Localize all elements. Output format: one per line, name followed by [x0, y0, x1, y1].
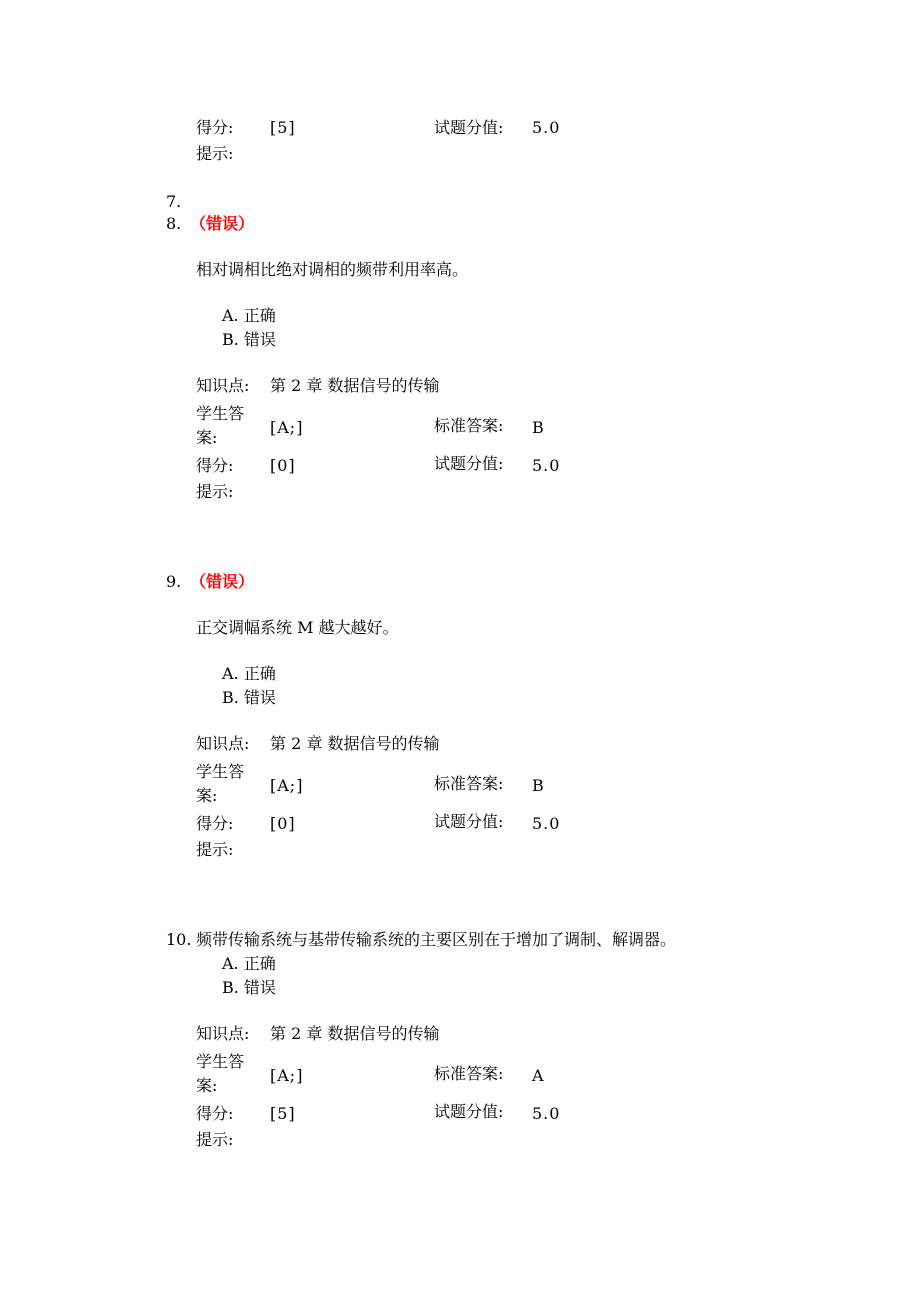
score-value: [0] — [270, 814, 296, 833]
student-answer-label-line1: 学生答 — [196, 762, 245, 781]
standard-answer-label: 标准答案: — [434, 416, 504, 435]
points-value: 5.0 — [532, 814, 561, 833]
hint-label: 提示: — [196, 1130, 234, 1149]
knowledge-label: 知识点: — [196, 1024, 250, 1043]
standard-answer-value: B — [532, 418, 544, 437]
hint-label: 提示: — [196, 144, 234, 163]
standard-answer-label: 标准答案: — [434, 774, 504, 793]
score-label: 得分: — [196, 814, 234, 833]
student-answer-label-line1: 学生答 — [196, 1052, 245, 1071]
hint-label: 提示: — [196, 482, 234, 501]
student-answer-value: [A;] — [270, 418, 304, 437]
question-8-number: 8. — [166, 214, 182, 233]
points-label: 试题分值: — [434, 1102, 504, 1121]
question-10-number: 10. — [166, 930, 192, 949]
score-label: 得分: — [196, 456, 234, 475]
question-9-number: 9. — [166, 572, 182, 591]
knowledge-value: 第 2 章 数据信号的传输 — [270, 376, 440, 395]
points-value: 5.0 — [532, 1104, 561, 1123]
points-label: 试题分值: — [434, 454, 504, 473]
question-9-option-a[interactable]: A. 正确 — [222, 664, 276, 683]
question-9-option-b[interactable]: B. 错误 — [222, 688, 276, 707]
question-10-text: 频带传输系统与基带传输系统的主要区别在于增加了调制、解调器。 — [196, 930, 677, 949]
hint-label: 提示: — [196, 840, 234, 859]
student-answer-label-line1: 学生答 — [196, 404, 245, 423]
knowledge-value: 第 2 章 数据信号的传输 — [270, 734, 440, 753]
points-label: 试题分值: — [434, 812, 504, 831]
student-answer-label-line2: 案: — [196, 1076, 218, 1095]
points-value: 5.0 — [532, 456, 561, 475]
score-value: [0] — [270, 456, 296, 475]
student-answer-value: [A;] — [270, 1066, 304, 1085]
knowledge-label: 知识点: — [196, 734, 250, 753]
knowledge-label: 知识点: — [196, 376, 250, 395]
student-answer-value: [A;] — [270, 776, 304, 795]
student-answer-label-line2: 案: — [196, 428, 218, 447]
question-10-option-b[interactable]: B. 错误 — [222, 978, 276, 997]
question-8-option-a[interactable]: A. 正确 — [222, 306, 276, 325]
question-8-status: （错误） — [190, 214, 255, 233]
question-8-option-b[interactable]: B. 错误 — [222, 330, 276, 349]
score-label: 得分: — [196, 1104, 234, 1123]
question-7-number: 7. — [166, 192, 182, 211]
question-9-status: （错误） — [190, 572, 255, 591]
points-value: 5.0 — [532, 118, 561, 137]
knowledge-value: 第 2 章 数据信号的传输 — [270, 1024, 440, 1043]
student-answer-label-line2: 案: — [196, 786, 218, 805]
standard-answer-value: A — [532, 1066, 544, 1085]
score-value: [5] — [270, 118, 296, 137]
question-8-text: 相对调相比绝对调相的频带利用率高。 — [196, 260, 469, 279]
standard-answer-value: B — [532, 776, 544, 795]
question-10-option-a[interactable]: A. 正确 — [222, 954, 276, 973]
score-label: 得分: — [196, 118, 234, 137]
question-9-text: 正交调幅系统 M 越大越好。 — [196, 618, 399, 637]
standard-answer-label: 标准答案: — [434, 1064, 504, 1083]
score-value: [5] — [270, 1104, 296, 1123]
points-label: 试题分值: — [434, 118, 504, 137]
